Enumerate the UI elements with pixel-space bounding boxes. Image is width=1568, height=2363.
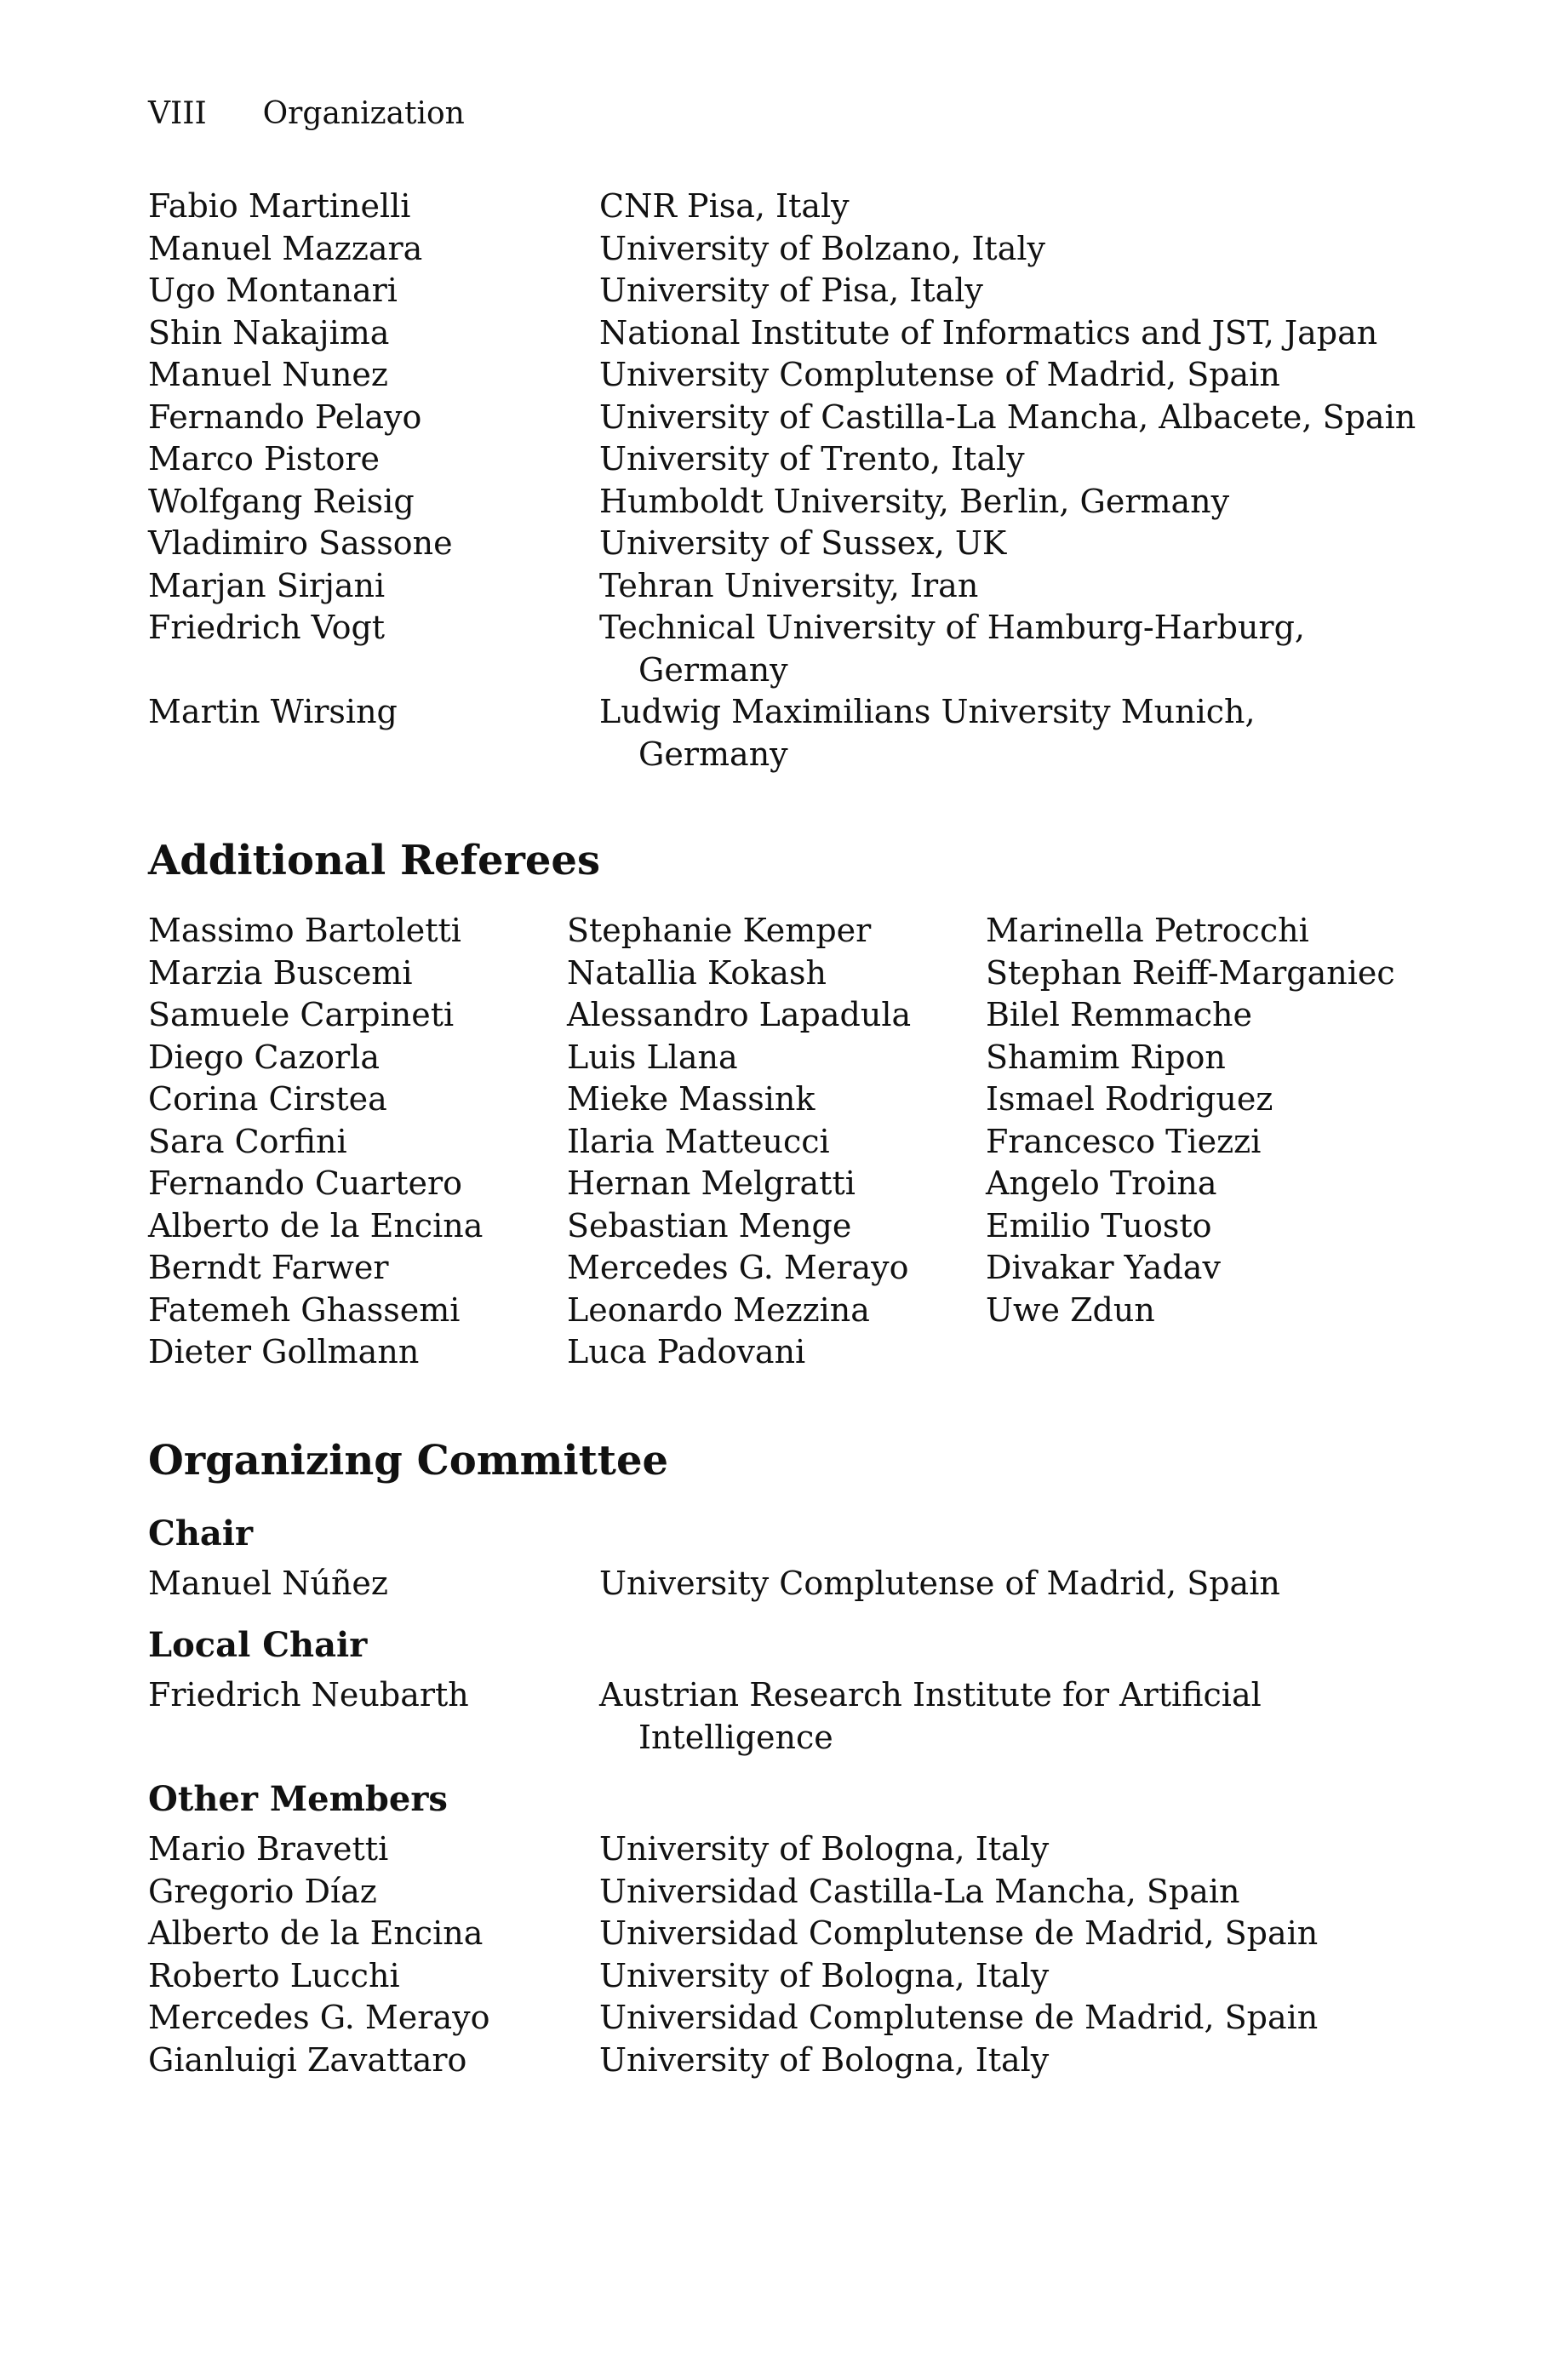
- referee-name: Alessandro Lapadula: [567, 996, 912, 1033]
- local-chair-heading: Local Chair: [148, 1625, 368, 1665]
- page-number: VIII: [148, 96, 207, 131]
- document-page: [148, 94, 1442, 2100]
- referees-grid: [148, 910, 1442, 1374]
- member-row: [148, 523, 1442, 565]
- member-affiliation: University of Bologna, Italy: [599, 1956, 1050, 1994]
- member-name: Martin Wirsing: [148, 693, 398, 730]
- member-name: Ugo Montanari: [148, 272, 398, 309]
- referees-column-3: [986, 910, 1442, 1374]
- referee-name: Fernando Cuartero: [148, 1164, 462, 1202]
- referee-name: Sara Corfini: [148, 1122, 347, 1160]
- chair-heading: Chair: [148, 1513, 254, 1553]
- member-row: [148, 481, 1442, 524]
- member-name: Friedrich Neubarth: [148, 1676, 469, 1714]
- additional-referees-heading: Additional Referees: [148, 837, 600, 884]
- affiliation-line: Austrian Research Institute for Artificial: [599, 1676, 1262, 1714]
- member-row: [148, 1955, 1442, 1998]
- chair-section: [148, 1512, 1442, 1605]
- member-row: [148, 270, 1442, 312]
- program-committee-list: [148, 186, 1442, 775]
- member-name: Manuel Mazzara: [148, 229, 423, 267]
- member-name: Fabio Martinelli: [148, 187, 411, 225]
- member-row: [148, 397, 1442, 439]
- referee-name: Sebastian Menge: [567, 1206, 852, 1244]
- affiliation-continuation: Germany: [638, 735, 788, 773]
- referee-name: Shamim Ripon: [986, 1038, 1226, 1076]
- member-affiliation: [599, 607, 1442, 691]
- member-affiliation: University of Pisa, Italy: [599, 272, 983, 309]
- referee-name: Stephan Reiff-Marganiec: [986, 953, 1395, 992]
- member-affiliation: University of Bolzano, Italy: [599, 229, 1045, 267]
- referee-name: Mercedes G. Merayo: [567, 1249, 909, 1286]
- member-row: [148, 354, 1442, 397]
- member-name: Shin Nakajima: [148, 313, 390, 352]
- affiliation-continuation: Intelligence: [638, 1718, 833, 1756]
- referee-name: Ismael Rodriguez: [986, 1080, 1273, 1118]
- referee-name: Emilio Tuosto: [986, 1206, 1212, 1244]
- referee-name: Hernan Melgratti: [567, 1164, 856, 1202]
- referee-name: Fatemeh Ghassemi: [148, 1290, 461, 1329]
- referee-name: Angelo Troina: [986, 1164, 1217, 1202]
- referee-name: Diego Cazorla: [148, 1038, 380, 1076]
- member-name: Mario Bravetti: [148, 1830, 389, 1868]
- member-row: [148, 1871, 1442, 1914]
- affiliation-line: Ludwig Maximilians University Munich,: [599, 693, 1256, 730]
- member-affiliation: [599, 691, 1442, 775]
- local-chair-section: [148, 1623, 1442, 1759]
- member-affiliation: Universidad Complutense de Madrid, Spain: [599, 1914, 1319, 1952]
- referee-name: Corina Cirstea: [148, 1080, 387, 1118]
- member-row: [148, 1674, 1442, 1759]
- referee-name: Samuele Carpineti: [148, 996, 455, 1033]
- member-affiliation: University of Bologna, Italy: [599, 1830, 1050, 1868]
- referee-name: Natallia Kokash: [567, 953, 827, 992]
- member-name: Friedrich Vogt: [148, 609, 386, 646]
- member-name: Marjan Sirjani: [148, 566, 386, 604]
- member-affiliation: University Complutense of Madrid, Spain: [599, 356, 1280, 393]
- referee-name: Berndt Farwer: [148, 1249, 389, 1286]
- member-row: [148, 1563, 1442, 1605]
- member-name: Vladimiro Sassone: [148, 524, 453, 562]
- member-row: [148, 1913, 1442, 1955]
- member-name: Gianluigi Zavattaro: [148, 2040, 467, 2079]
- organizing-committee-heading: Organizing Committee: [148, 1436, 669, 1485]
- member-affiliation: Tehran University, Iran: [599, 566, 979, 604]
- referee-name: Ilaria Matteucci: [567, 1122, 830, 1160]
- member-name: Mercedes G. Merayo: [148, 1999, 490, 2036]
- referee-name: Luis Llana: [567, 1038, 738, 1076]
- affiliation-continuation: Germany: [638, 650, 788, 689]
- member-row: [148, 186, 1442, 228]
- running-title: Organization: [262, 96, 465, 131]
- member-affiliation: Universidad Complutense de Madrid, Spain: [599, 1999, 1319, 2036]
- member-row: [148, 438, 1442, 481]
- member-affiliation: Universidad Castilla-La Mancha, Spain: [599, 1872, 1240, 1910]
- other-members-section: [148, 1777, 1442, 2081]
- member-name: Manuel Núñez: [148, 1564, 388, 1602]
- referee-name: Marzia Buscemi: [148, 953, 413, 992]
- member-name: Fernando Pelayo: [148, 398, 422, 436]
- member-row: [148, 2040, 1442, 2082]
- member-name: Marco Pistore: [148, 440, 380, 478]
- running-head: [148, 94, 1442, 134]
- referee-name: Francesco Tiezzi: [986, 1122, 1262, 1160]
- other-members-heading: Other Members: [148, 1779, 448, 1819]
- referee-name: Mieke Massink: [567, 1080, 815, 1118]
- referee-name: Marinella Petrocchi: [986, 912, 1309, 949]
- referees-column-2: [567, 910, 986, 1374]
- referee-name: Dieter Gollmann: [148, 1333, 420, 1370]
- referee-name: Stephanie Kemper: [567, 912, 872, 949]
- member-name: Wolfgang Reisig: [148, 482, 415, 520]
- member-row: [148, 312, 1442, 355]
- referee-name: Uwe Zdun: [986, 1290, 1155, 1329]
- member-row: [148, 228, 1442, 271]
- member-affiliation: University Complutense of Madrid, Spain: [599, 1564, 1280, 1602]
- member-name: Alberto de la Encina: [148, 1914, 484, 1952]
- referees-column-1: [148, 910, 567, 1374]
- referee-name: Luca Padovani: [567, 1333, 806, 1370]
- referee-name: Bilel Remmache: [986, 996, 1253, 1033]
- member-row: [148, 565, 1442, 608]
- referee-name: Leonardo Mezzina: [567, 1290, 870, 1329]
- member-affiliation: University of Trento, Italy: [599, 440, 1025, 478]
- member-name: Gregorio Díaz: [148, 1872, 377, 1910]
- member-row: [148, 1997, 1442, 2040]
- referee-name: Massimo Bartoletti: [148, 912, 461, 949]
- member-row: [148, 607, 1442, 691]
- member-affiliation: University of Bologna, Italy: [599, 2040, 1050, 2079]
- member-affiliation: University of Castilla-La Mancha, Albacete, Spain: [599, 398, 1416, 436]
- member-affiliation: Humboldt University, Berlin, Germany: [599, 482, 1230, 520]
- member-name: Manuel Nunez: [148, 356, 388, 393]
- member-affiliation: National Institute of Informatics and JST, Japan: [599, 313, 1378, 352]
- member-affiliation: University of Sussex, UK: [599, 524, 1007, 562]
- member-affiliation: CNR Pisa, Italy: [599, 187, 850, 225]
- member-row: [148, 1828, 1442, 1871]
- member-row: [148, 691, 1442, 775]
- referee-name: Divakar Yadav: [986, 1249, 1221, 1286]
- member-affiliation: [599, 1674, 1442, 1759]
- affiliation-line: Technical University of Hamburg-Harburg,: [599, 609, 1305, 646]
- member-name: Roberto Lucchi: [148, 1956, 400, 1994]
- referee-name: Alberto de la Encina: [148, 1206, 484, 1244]
